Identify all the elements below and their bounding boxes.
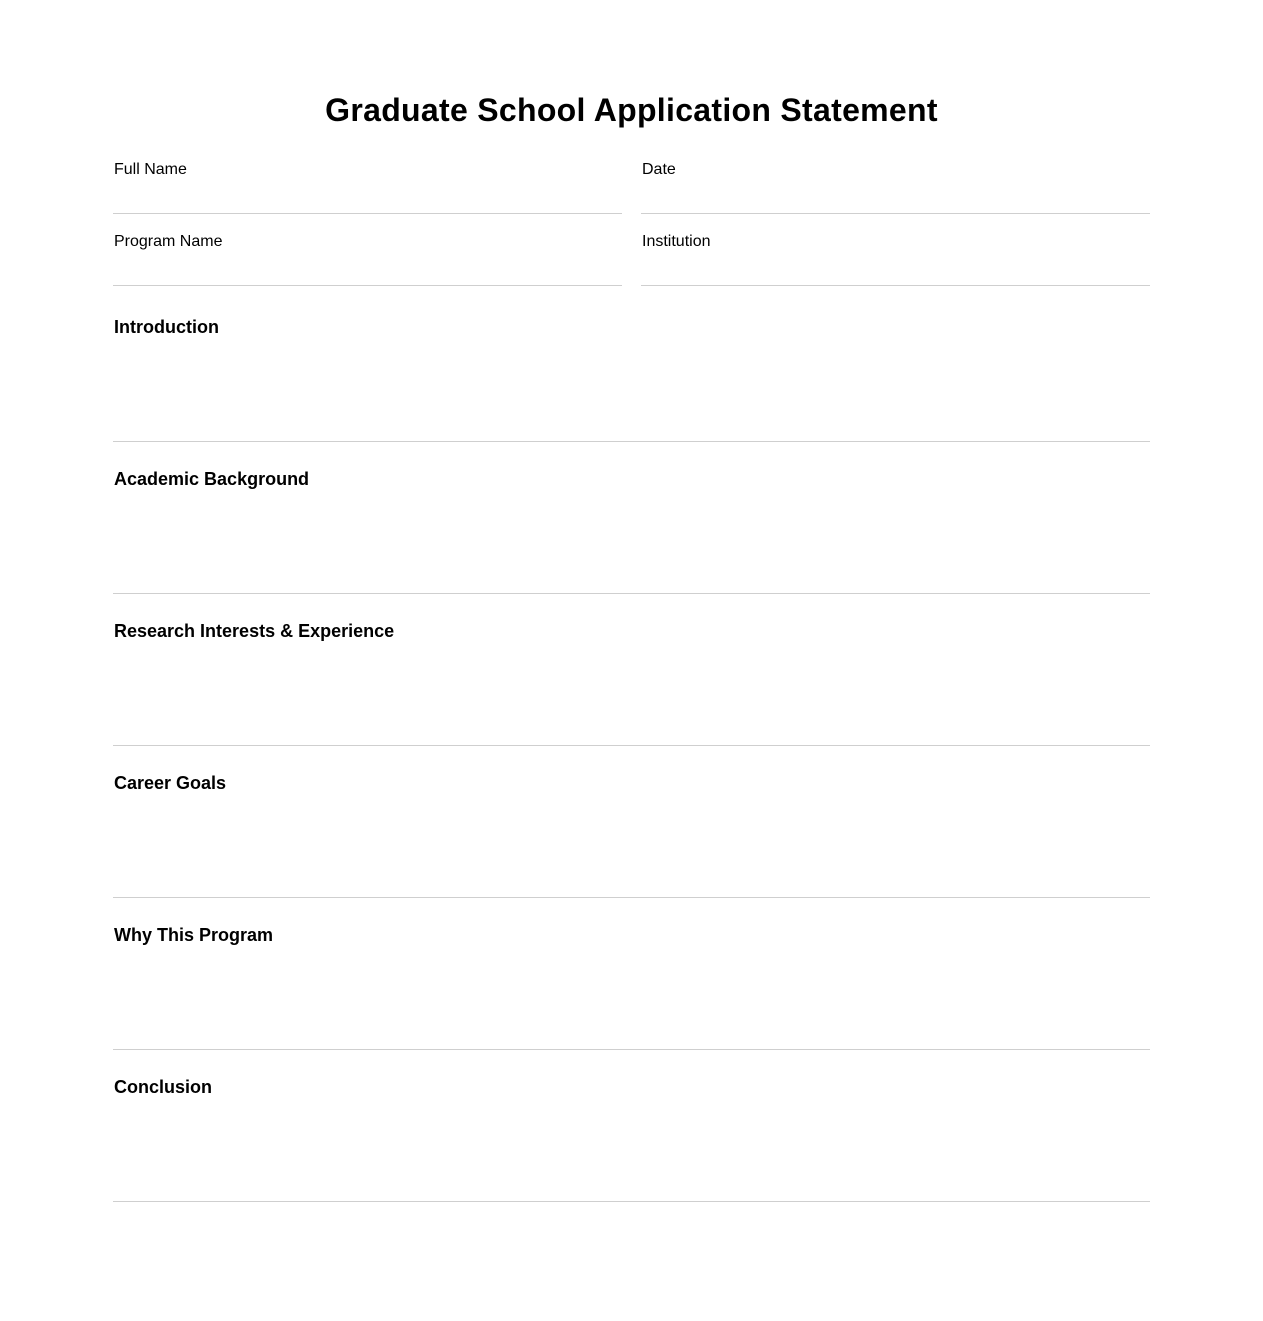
- institution-label: Institution: [642, 233, 711, 250]
- full-name-input[interactable]: [113, 184, 622, 214]
- section-heading: Introduction: [114, 317, 219, 337]
- program-name-input[interactable]: [113, 256, 622, 286]
- full-name-label: Full Name: [114, 161, 187, 178]
- form-title: Graduate School Application Statement: [325, 92, 938, 128]
- section-heading: Career Goals: [114, 773, 227, 793]
- date-input[interactable]: [641, 184, 1150, 214]
- section-heading: Research Interests & Experience: [114, 621, 395, 641]
- career-goals-textarea[interactable]: [113, 802, 1150, 898]
- section-why-this-program: [113, 924, 1150, 1050]
- date-label: Date: [642, 161, 676, 178]
- date-field: [641, 160, 1150, 216]
- section-research-interests: [113, 620, 1150, 746]
- introduction-textarea[interactable]: [113, 346, 1150, 442]
- section-heading: Why This Program: [114, 925, 274, 945]
- program-name-field: [113, 232, 622, 288]
- program-name-label: Program Name: [114, 233, 223, 250]
- section-heading: Academic Background: [114, 469, 310, 489]
- section-academic-background: [113, 468, 1150, 594]
- academic-background-textarea[interactable]: [113, 498, 1150, 594]
- why-this-program-textarea[interactable]: [113, 954, 1150, 1050]
- section-conclusion: [113, 1076, 1150, 1202]
- section-heading: Conclusion: [114, 1077, 212, 1097]
- section-career-goals: [113, 772, 1150, 898]
- full-name-field: [113, 160, 622, 216]
- institution-input[interactable]: [641, 256, 1150, 286]
- conclusion-textarea[interactable]: [113, 1106, 1150, 1202]
- research-interests-textarea[interactable]: [113, 650, 1150, 746]
- section-introduction: [113, 316, 1150, 442]
- institution-field: [641, 232, 1150, 288]
